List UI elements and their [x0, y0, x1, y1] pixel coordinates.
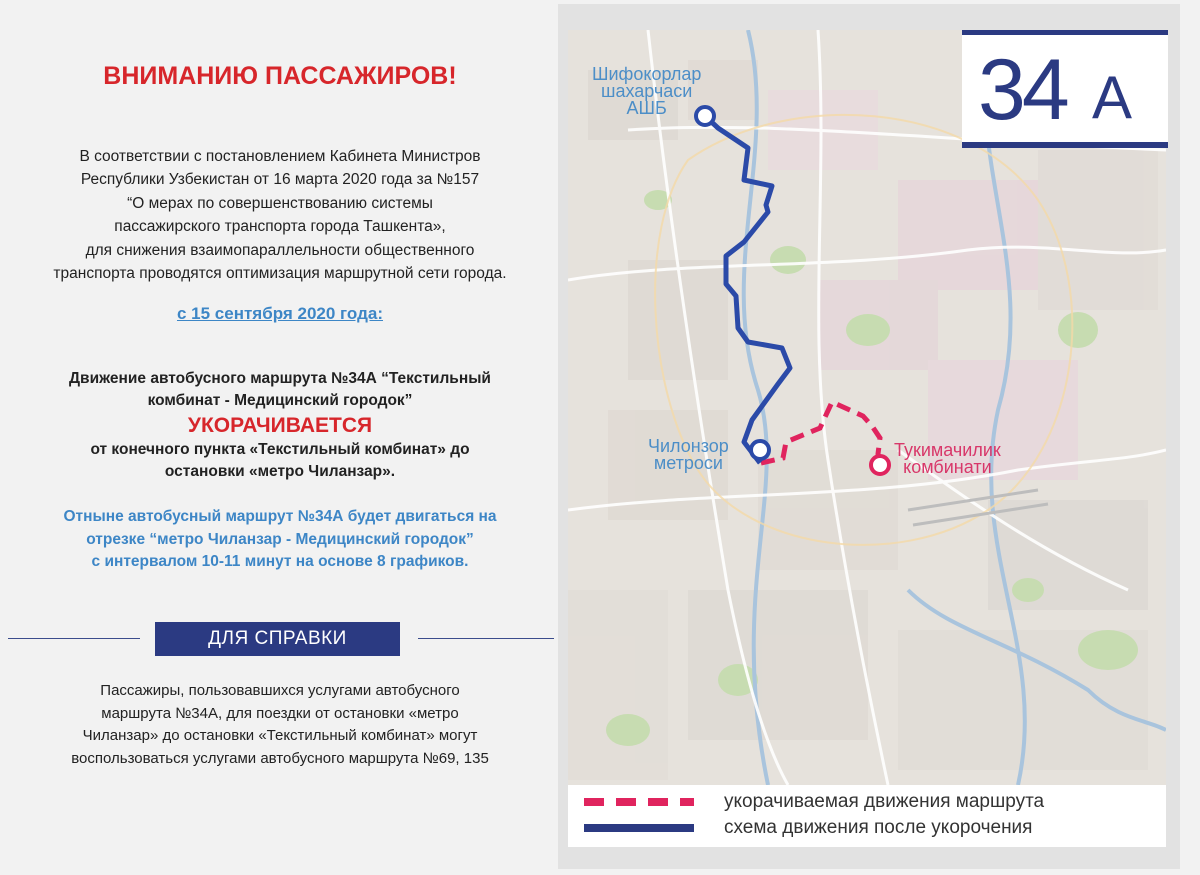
map-legend — [568, 785, 1166, 847]
intro-text — [0, 145, 560, 285]
stop-start-line: Шифокорлар — [592, 64, 702, 84]
divider-right — [418, 638, 554, 639]
legend-swatches — [576, 785, 716, 847]
reference-line: воспользоваться услугами автобусного маршрута №69, 135 — [71, 749, 489, 767]
intro-line: Республики Узбекистан от 16 марта 2020 года за №157 — [80, 171, 480, 189]
notice-line: Движение автобусного маршрута №34А “Текстильный — [69, 370, 491, 387]
notice-line: остановки «метро Чиланзар». — [164, 463, 396, 480]
new-route-line: с интервалом 10-11 минут на основе 8 графиков. — [91, 553, 469, 570]
stop-end-label — [894, 442, 1001, 476]
intro-line: пассажирского транспорта города Ташкента», — [114, 218, 446, 236]
stop-end-marker — [871, 456, 889, 474]
shortened-heading: УКОРАЧИВАЕТСЯ — [187, 414, 373, 437]
route-letter: A — [1092, 64, 1133, 131]
badge-top-bar — [962, 30, 1168, 35]
notice-panel — [0, 0, 560, 875]
intro-line: “О мерах по совершенствованию системы — [127, 194, 433, 212]
notice-title: ВНИМАНИЮ ПАССАЖИРОВ! — [103, 62, 457, 90]
legend-new-label: схема движения после укорочения — [724, 817, 1033, 838]
intro-line: для снижения взаимопараллельности общественного — [85, 241, 475, 259]
stop-end-line: комбинати — [903, 457, 992, 477]
route-change-notice — [0, 368, 560, 483]
route-number: 34 — [978, 42, 1066, 138]
notice-line: от конечного пункта «Текстильный комбинат» до — [90, 441, 470, 458]
reference-line: маршрута №34А, для поездки от остановки «метро — [101, 704, 459, 722]
new-route-line: отрезке “метро Чиланзар - Медицинский городок” — [86, 530, 474, 548]
reference-heading: ДЛЯ СПРАВКИ — [155, 622, 400, 656]
reference-text — [0, 680, 560, 770]
reference-line: Чиланзар» до остановки «Текстильный комбинат» могут — [82, 727, 478, 744]
notice-line: комбинат - Медицинский городок” — [147, 392, 413, 409]
intro-line: В соответствии с постановлением Кабинета Министров — [79, 148, 481, 165]
divider-left — [8, 638, 140, 639]
intro-line: транспорта проводятся оптимизация маршрутной сети города. — [53, 265, 507, 283]
stop-metro-line: Чилонзор — [648, 436, 729, 456]
new-route-line: Отныне автобусный маршрут №34А будет двигаться на — [63, 508, 497, 525]
stop-metro-marker — [751, 441, 769, 459]
legend-cut-label: укорачиваемая движения маршрута — [724, 791, 1045, 812]
stop-metro-label — [648, 438, 729, 472]
stop-end-line: Тукимачилик — [894, 440, 1001, 460]
badge-bottom-bar — [962, 142, 1168, 148]
stop-start-line: шахарчаси — [601, 81, 693, 101]
stop-start-label — [592, 66, 701, 117]
new-route-text — [0, 506, 560, 574]
effective-date: с 15 сентября 2020 года: — [176, 304, 383, 323]
route-number-badge — [962, 30, 1168, 148]
stop-metro-line: метроси — [653, 453, 723, 473]
reference-line: Пассажиры, пользовавшихся услугами автобусного — [100, 682, 460, 699]
stop-start-line: АШБ — [626, 98, 667, 118]
